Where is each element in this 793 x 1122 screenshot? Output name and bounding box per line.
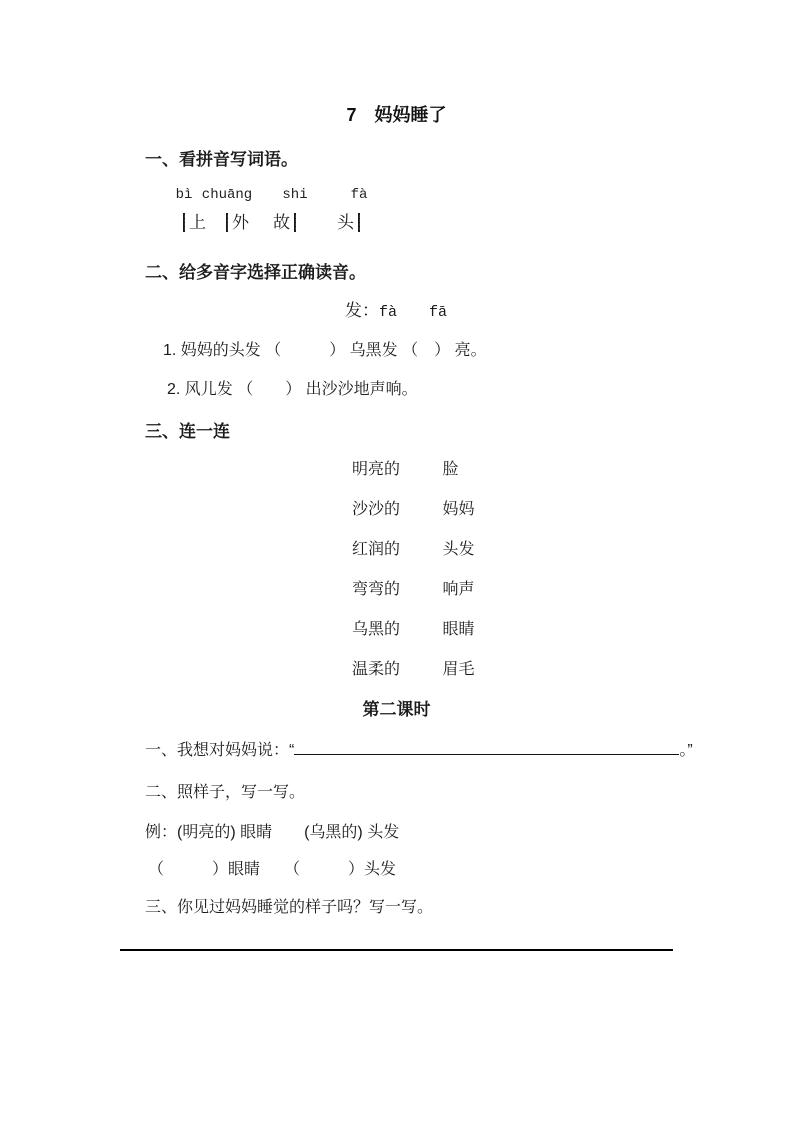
match-adjective: 明亮的 xyxy=(352,461,401,478)
pinyin-label: fà xyxy=(350,187,368,203)
lesson2-heading: 第二课时 xyxy=(362,700,431,719)
pinyin-grid-row xyxy=(175,187,673,234)
question2-blanks: （ ）眼睛 （ ）头发 xyxy=(148,861,397,878)
grid-wrap xyxy=(350,187,368,234)
lesson2-question-1 xyxy=(145,739,693,762)
grid-wrap xyxy=(201,187,253,234)
match-adjective: 沙沙的 xyxy=(352,501,401,518)
match-row xyxy=(352,619,673,641)
writing-grid xyxy=(183,213,185,232)
question2-example: 例：(明亮的) 眼睛 (乌黑的) 头发 xyxy=(145,824,400,841)
match-noun: 头发 xyxy=(442,541,475,558)
given-character: 外 xyxy=(232,213,249,232)
pronunciation-option-1: fà xyxy=(379,304,398,321)
match-row xyxy=(352,579,673,601)
match-noun: 响声 xyxy=(442,581,475,598)
footer-divider xyxy=(120,949,673,951)
section2-heading: 二、给多音字选择正确读音。 xyxy=(145,263,366,282)
pinyin-item-chuang xyxy=(201,187,253,234)
given-character: 头 xyxy=(337,213,354,232)
match-noun: 眉毛 xyxy=(442,661,475,678)
matching-block xyxy=(352,459,673,681)
lesson2-question-3: 三、你见过妈妈睡觉的样子吗？写一写。 xyxy=(145,899,434,916)
pinyin-label: bì xyxy=(175,187,193,203)
question1-suffix: 。” xyxy=(679,742,693,759)
pinyin-label: shi xyxy=(282,187,308,203)
match-noun: 脸 xyxy=(442,461,459,478)
match-adjective: 红润的 xyxy=(352,541,401,558)
lesson2-question-2: 二、照样子，写一写。 xyxy=(145,784,306,801)
answer-blank-line xyxy=(294,739,679,755)
writing-grid xyxy=(358,213,360,232)
polyphone-hint xyxy=(345,300,673,324)
match-adjective: 弯弯的 xyxy=(352,581,401,598)
match-row xyxy=(352,499,673,521)
match-noun: 眼睛 xyxy=(442,621,475,638)
match-adjective: 温柔的 xyxy=(352,661,401,678)
polyphone-character: 发： xyxy=(345,301,379,320)
writing-grid xyxy=(226,213,228,232)
match-row xyxy=(352,459,673,481)
pinyin-item-shi xyxy=(269,187,308,234)
grid-wrap xyxy=(282,187,308,234)
question1-prefix: 一、我想对妈妈说：“ xyxy=(145,742,295,759)
section3-heading: 三、连一连 xyxy=(145,422,230,441)
pronunciation-option-2: fā xyxy=(429,304,448,321)
grid-wrap xyxy=(175,187,193,234)
given-character: 上 xyxy=(189,213,206,232)
match-adjective: 乌黑的 xyxy=(352,621,401,638)
section2-item-1: 1. 妈妈的头发 （ ） 乌黑发 （ ） 亮。 xyxy=(163,342,487,359)
pinyin-label: chuāng xyxy=(201,187,253,203)
pinyin-item-bi xyxy=(175,187,210,234)
match-row xyxy=(352,539,673,561)
writing-grid xyxy=(294,213,296,232)
page-title: 7 妈妈睡了 xyxy=(346,105,447,125)
section2-item-2: 2. 风儿发 （ ） 出沙沙地声响。 xyxy=(167,381,418,398)
given-character: 故 xyxy=(273,213,290,232)
pinyin-item-fa xyxy=(333,187,368,234)
match-row xyxy=(352,659,673,681)
match-noun: 妈妈 xyxy=(442,501,475,518)
section1-heading: 一、看拼音写词语。 xyxy=(145,150,298,169)
